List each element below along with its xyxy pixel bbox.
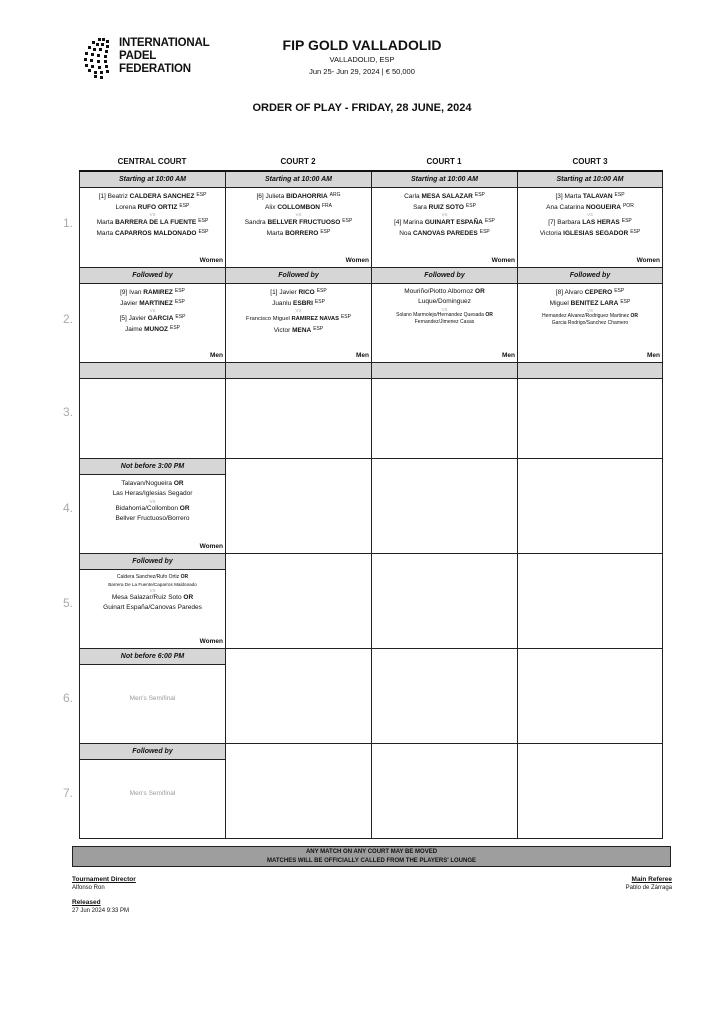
brand-line-2: PADEL — [119, 50, 157, 62]
released-info — [72, 899, 129, 914]
player-line: Francisco Miguel RAMIREZ NAVAS $^{ESP}$ — [246, 314, 351, 322]
team-line: Barrera De La Fuente/Caparros Maldonado — [108, 582, 197, 587]
main-referee — [626, 876, 672, 891]
match-description: Men's Semifinal — [129, 790, 176, 797]
category-label: Women — [199, 543, 223, 550]
empty-cell — [225, 649, 371, 744]
vs-label: VS — [149, 212, 156, 217]
start-time-bar: Starting at 10:00 AM — [372, 172, 517, 188]
player-line: [5] Javier GARCIA $^{ESP}$ — [119, 314, 186, 322]
court-headers — [79, 157, 663, 170]
category-label: Women — [199, 638, 223, 645]
schedule-row-1 — [62, 172, 663, 268]
brand-line-3: FEDERATION — [119, 63, 191, 75]
team-line: Mouriño/Piotto Albornoz OR — [404, 288, 485, 295]
row-number: 7. — [62, 786, 73, 800]
empty-cell — [225, 459, 371, 554]
match-cell — [225, 268, 371, 363]
row-number: 4. — [62, 501, 73, 515]
brand-line-1: INTERNATIONAL — [119, 37, 210, 49]
schedule-row-7 — [62, 744, 663, 839]
player-line: [6] Julieta BIDAHORRIA $^{ARG}$ — [256, 192, 341, 200]
player-line: Victor MENA $^{ESP}$ — [273, 325, 324, 334]
empty-cell — [371, 459, 517, 554]
player-line: Alix COLLOMBON $^{FRA}$ — [265, 202, 332, 211]
match-cell — [225, 172, 371, 268]
player-line: [3] Marta TALAVAN $^{ESP}$ — [555, 192, 625, 200]
start-time-bar: Followed by — [80, 268, 225, 284]
main-referee-label: Main Referee — [631, 876, 672, 883]
schedule-row-3 — [62, 363, 663, 459]
start-time-bar: Followed by — [80, 554, 225, 570]
start-time-bar: Starting at 10:00 AM — [518, 172, 662, 188]
schedule-row-6 — [62, 649, 663, 744]
match-cell — [371, 268, 517, 363]
player-line: [8] Alvaro CEPERO $^{ESP}$ — [555, 288, 625, 296]
row-number: 5. — [62, 596, 73, 610]
vs-label: VS — [441, 307, 448, 312]
start-time-bar: Not before 3:00 PM — [80, 459, 225, 475]
team-line: Talavan/Nogueira OR — [121, 480, 184, 487]
released-value: 27 Jun 2024 9:33 PM — [72, 908, 130, 914]
team-line: Hernandez Alvarez/Rodriguez Martinez OR — [542, 313, 638, 319]
match-cell — [371, 172, 517, 268]
player-line: Marta CAPARROS MALDONADO $^{ESP}$ — [96, 228, 209, 237]
start-time-bar: Not before 6:00 PM — [80, 649, 225, 665]
category-label: Men — [647, 352, 660, 359]
player-line: [1] Javier RICO $^{ESP}$ — [270, 288, 327, 296]
team-line: Bidahorria/Collombon OR — [115, 505, 190, 512]
match-cell — [517, 268, 663, 363]
match-cell — [517, 172, 663, 268]
category-label: Women — [345, 257, 369, 264]
row-number: 3. — [62, 405, 73, 419]
player-line: Lorena RUFO ORTIZ $^{ESP}$ — [115, 202, 190, 211]
player-line: Victoria IGLESIAS SEGADOR $^{ESP}$ — [539, 228, 641, 237]
vs-label: VS — [149, 308, 156, 313]
team-line: Luque/Dominguez — [418, 298, 471, 305]
empty-cell — [225, 363, 371, 459]
event-location: VALLADOLID, ESP — [329, 55, 395, 64]
released-label: Released — [72, 899, 101, 906]
schedule-row-4 — [62, 459, 663, 554]
notice-line-1: ANY MATCH ON ANY COURT MAY BE MOVED — [305, 849, 438, 855]
event-title: FIP GOLD VALLADOLID — [282, 37, 442, 53]
empty-cell — [225, 554, 371, 649]
player-line: [9] Ivan RAMIREZ $^{ESP}$ — [120, 288, 185, 296]
start-time-bar: Starting at 10:00 AM — [80, 172, 225, 188]
team-line: Guinart España/Canovas Paredes — [103, 604, 202, 611]
category-label: Women — [636, 257, 660, 264]
team-line: Solano Marmolejo/Hernandez Quesada OR — [396, 312, 493, 318]
player-line: Miguel BENITEZ LARA $^{ESP}$ — [549, 298, 631, 307]
team-line: Las Heras/Iglesias Segador — [112, 490, 193, 497]
row-number: 1. — [62, 216, 73, 230]
category-label: Men — [210, 352, 223, 359]
start-time-bar: Followed by — [372, 268, 517, 284]
empty-cell — [371, 649, 517, 744]
court-header-court-2: COURT 2 — [280, 157, 316, 166]
court-header-court-3: COURT 3 — [572, 157, 608, 166]
player-line: Noa CANOVAS PAREDES $^{ESP}$ — [399, 228, 490, 237]
notice-line-2: MATCHES WILL BE OFFICIALLY CALLED FROM THE PLAYERS' LOUNGE — [267, 858, 476, 864]
start-time-bar: Starting at 10:00 AM — [226, 172, 371, 188]
category-label: Women — [199, 257, 223, 264]
match-cell — [79, 459, 225, 554]
row-number: 2. — [62, 312, 73, 326]
team-line: Garcia Rodrigo/Sanchez Chamero — [551, 320, 629, 326]
schedule-row-5 — [62, 554, 663, 649]
team-line: Fernandez/Jimenez Casas — [414, 319, 475, 325]
player-line: Carla MESA SALAZAR $^{ESP}$ — [404, 192, 485, 200]
order-of-play-title: ORDER OF PLAY - FRIDAY, 28 JUNE, 2024 — [252, 102, 472, 114]
match-cell — [79, 268, 225, 363]
vs-label: VS — [586, 212, 593, 217]
tournament-director-label: Tournament Director — [72, 876, 136, 883]
category-label: Men — [502, 352, 515, 359]
match-description: Men's Semifinal — [129, 695, 176, 702]
start-time-bar: Followed by — [80, 744, 225, 760]
empty-cell — [225, 744, 371, 839]
start-time-bar: Followed by — [226, 268, 371, 284]
player-line: Ana Catarina NOGUEIRA $^{POR}$ — [546, 202, 634, 211]
main-referee-name: Pablo de Zárraga — [625, 885, 672, 891]
court-header-court-1: COURT 1 — [426, 157, 462, 166]
match-cell — [79, 172, 225, 268]
empty-cell — [517, 459, 663, 554]
empty-cell — [371, 554, 517, 649]
player-line: Jaime MUNOZ $^{ESP}$ — [124, 324, 180, 333]
player-line: Marta BARRERA DE LA FUENTE $^{ESP}$ — [96, 218, 209, 226]
team-line: Caldera Sanchez/Rufo Ortiz OR — [116, 574, 189, 580]
empty-cell — [517, 649, 663, 744]
event-dates-prize: Jun 25- Jun 29, 2024 | € 50,000 — [309, 67, 415, 76]
start-time-bar: Followed by — [518, 268, 662, 284]
empty-cell — [371, 363, 517, 459]
player-line: [4] Marina GUINART ESPAÑA $^{ESP}$ — [394, 218, 495, 226]
empty-cell — [79, 363, 225, 459]
player-line: Javier MARTINEZ $^{ESP}$ — [120, 298, 185, 307]
match-cell — [79, 744, 225, 839]
player-line: Juanlu ESBRI $^{ESP}$ — [272, 298, 325, 307]
player-line: Marta BORRERO $^{ESP}$ — [266, 228, 331, 237]
vs-label: VS — [441, 212, 448, 217]
player-line: [1] Beatriz CALDERA SANCHEZ $^{ESP}$ — [98, 192, 207, 200]
category-label: Men — [356, 352, 369, 359]
vs-label: VS — [295, 308, 302, 313]
vs-label: VS — [586, 308, 593, 313]
team-line: Mesa Salazar/Ruiz Soto OR — [111, 594, 194, 601]
empty-cell — [371, 744, 517, 839]
team-line: Bellver Fructuoso/Borrero — [115, 515, 190, 522]
empty-cell — [517, 554, 663, 649]
row-number: 6. — [62, 691, 73, 705]
empty-cell — [517, 744, 663, 839]
notice-banner — [72, 846, 671, 867]
schedule-row-2 — [62, 268, 663, 363]
match-cell — [79, 649, 225, 744]
player-line: Sandra BELLVER FRUCTUOSO $^{ESP}$ — [244, 218, 353, 226]
category-label: Women — [491, 257, 515, 264]
court-header-central: CENTRAL COURT — [117, 157, 187, 166]
vs-label: VS — [149, 499, 156, 504]
vs-label: VS — [149, 588, 156, 593]
tournament-director — [72, 876, 136, 891]
tournament-director-name: Alfonso Ron — [72, 885, 105, 891]
vs-label: VS — [295, 212, 302, 217]
match-cell — [79, 554, 225, 649]
empty-cell — [517, 363, 663, 459]
player-line: Sara RUIZ SOTO $^{ESP}$ — [413, 202, 476, 211]
player-line: [7] Barbara LAS HERAS $^{ESP}$ — [548, 218, 632, 226]
